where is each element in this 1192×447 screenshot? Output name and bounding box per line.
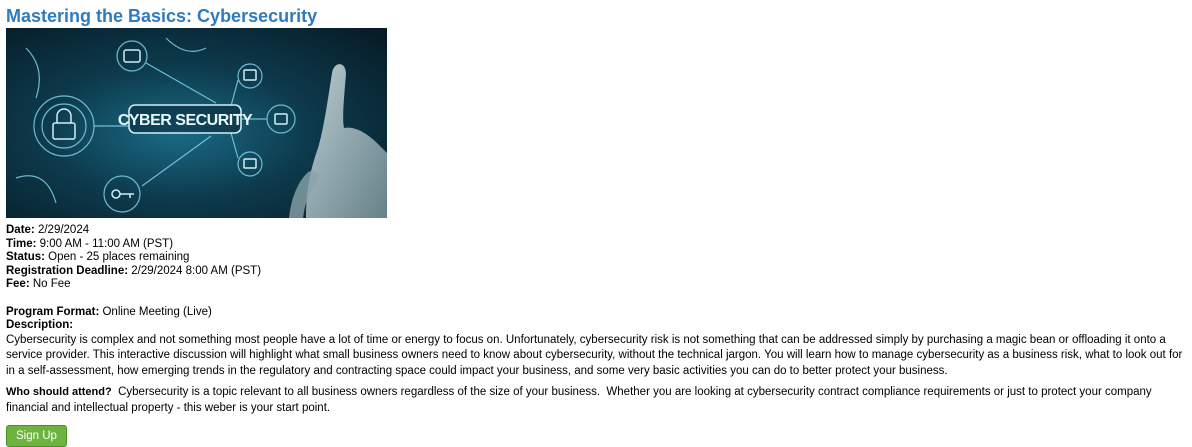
who-should-attend bbox=[6, 385, 1186, 416]
time-label: Time: bbox=[6, 237, 37, 250]
who-label: Who should attend? bbox=[6, 386, 112, 399]
description-heading bbox=[6, 319, 1186, 333]
date-label: Date: bbox=[6, 224, 35, 236]
fee-row bbox=[6, 278, 1186, 292]
program-format-value: Online Meeting (Live) bbox=[99, 305, 212, 318]
description-text: Cybersecurity is complex and not something most people have a lot of time or energy to focus on. Unfortunately, cybersecurity risk is not something that can be addressed simply by purchasing a magic bean or offloading it onto a service provider. This interactive discussion will highlight what small business owners need to know about cybersecurity, without the technical jargon. You will learn how to manage cybersecurity as a business risk, what to look out for in a self-assessment, how emerging trends in the regulatory and contracting space could impact your business, and some very basic activities you can do to better protect your business. bbox=[6, 333, 1183, 377]
image-caption: CYBER SECURITY bbox=[117, 112, 253, 129]
deadline-label: Registration Deadline: bbox=[6, 264, 129, 277]
who-text: Cybersecurity is a topic relevant to all business owners regardless of the size of your business. Whether you are looking at cybersecurity contract compliance requirements or just to protect your company financial and intellectual property - this weber is your start point. bbox=[6, 386, 1155, 414]
status-value: Open - 25 places remaining bbox=[44, 251, 190, 264]
status-label: Status: bbox=[6, 251, 45, 264]
deadline-value: 2/29/2024 8:00 AM (PST) bbox=[128, 264, 262, 277]
page-title: Mastering the Basics: Cybersecurity bbox=[6, 6, 318, 26]
time-row bbox=[6, 238, 1186, 252]
description-label: Description: bbox=[6, 319, 74, 332]
status-row bbox=[6, 251, 1186, 265]
cybersecurity-illustration bbox=[6, 28, 387, 218]
time-value: 9:00 AM - 11:00 AM (PST) bbox=[36, 237, 174, 250]
program-format-row bbox=[6, 306, 1186, 320]
event-image bbox=[6, 28, 387, 218]
deadline-row bbox=[6, 265, 1186, 279]
date-row bbox=[6, 224, 1186, 238]
fee-label: Fee: bbox=[6, 278, 30, 291]
program-format-label: Program Format: bbox=[6, 305, 100, 318]
date-value: 2/29/2024 bbox=[34, 224, 90, 236]
sign-up-button[interactable]: Sign Up bbox=[6, 425, 67, 447]
fee-value: No Fee bbox=[29, 278, 71, 291]
spacer bbox=[6, 292, 1186, 306]
event-details bbox=[6, 224, 1186, 333]
